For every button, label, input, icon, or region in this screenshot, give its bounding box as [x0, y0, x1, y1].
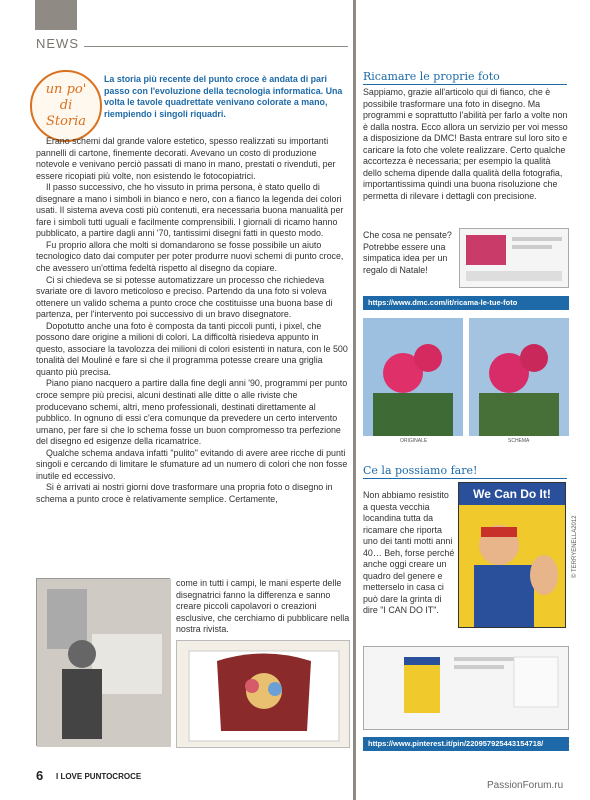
section-rule	[84, 46, 348, 47]
pattern-flower-image	[469, 318, 569, 436]
caption-schema: SCHEMA	[508, 438, 530, 444]
pinterest-screenshot	[363, 646, 569, 730]
paragraph-4: Ci si chiedeva se si potesse automatizzare un processo che richiedeva svariate ore di lavoro meticoloso e preciso. Partendo da una foto si voleva ottenere un valido schema a punto croce che costituisse una buona base di partenza, per l'intervento poi successivo di un bravo disegnatore.	[36, 274, 333, 320]
title-rule-1	[363, 84, 567, 85]
caption-original: ORIGINALE	[400, 438, 428, 444]
dmc-article-text-2: Che cosa ne pensate? Potrebbe essere una simpatica idea per un regalo di Natale!	[363, 230, 452, 275]
dmc-screenshot	[459, 228, 569, 288]
paragraph-3: Fu proprio allora che molti si domandarono se fosse possibile un aiuto tecnologico dato dai computer per poter produrre nuovi schemi di punto croce, che avessero un'ottima fedeltà rispetto al disegno da copiare.	[36, 239, 344, 274]
news-tab	[35, 0, 77, 30]
paragraph-1: Erano schemi dal grande valore estetico, spesso realizzati su importanti pannelli di cartone, finemente decorati. Avevano un costo di produzione notevole e venivano perciò passati di mano in mano, prestati o rivenduti, per essere ricopiati più volte, non esistendo le fotocopiatrici.	[36, 136, 336, 181]
article-short-text: come in tutti i campi, le mani esperte delle disegnatrici fanno la differenza e sanno creare piccoli capolavori o creazioni esclusive, che cerchiamo di pubblicare nella nostra rivista.	[176, 578, 350, 635]
paragraph-8: Si è arrivati ai nostri giorni dove trasformare una propria foto o disegno in schema a punto croce è relativamente semplice. Certamente,	[36, 482, 333, 504]
paragraph-5: Dopotutto anche una foto è composta da tanti piccoli punti, i pixel, che possono dare origine a milioni di colori. La difficoltà risiedeva appunto in questo, associare la tavolozza dei milioni di colori esistenti in natura, con le 500 tonalità del Mouliné e fare sì che il programma potesse creare una griglia quanto più precisa.	[36, 320, 348, 377]
poster-article-text: Non abbiamo resistito a questa vecchia locandina tutta da ricamare che riporta uno dei tanti motti anni 40… Beh, forse perché anche oggi creare un quadro del genere e metterselo in casa ci può dare la grinta di dire "I CAN DO IT".	[363, 490, 455, 616]
column-divider	[353, 0, 356, 800]
cross-stitch-chart-image	[176, 640, 350, 748]
paragraph-6: Piano piano nacquero a partire dalla fine degli anni '90, programmi per punto croce sempre più precisi, alcuni destinati alle ditte o alle riviste che producevano schemi, altri, meno professionali, destinati direttamente al pubblico. In ognuno di essi c'era comunque da prevedere un certo intervento umano, per fare sì che lo schema fosse un buon compromesso tra perfezione del disegno ed esigenze della ricamatrice.	[36, 378, 348, 447]
section-label: NEWS	[36, 36, 79, 51]
watermark: PassionForum.ru	[487, 780, 564, 791]
right-section-title-1: Ricamare le proprie foto	[363, 70, 500, 83]
original-flower-photo	[363, 318, 463, 436]
poster-title: We Can Do It!	[459, 483, 565, 505]
dmc-url[interactable]: https://www.dmc.com/it/ricama-le-tue-foto	[363, 296, 569, 310]
history-badge	[30, 70, 102, 142]
article-intro: La storia più recente del punto croce è andata di pari passo con l'evoluzione della tecnologia informatica. Una volta le tavole quadrettate venivano colorate a mano, riempiendo i singoli riquadri.	[104, 74, 343, 120]
article-body	[36, 136, 350, 506]
we-can-do-it-poster	[458, 482, 566, 628]
paragraph-2: Il passo successivo, che ho vissuto in prima persona, è stato quello di disegnare a mano i simboli in bianco e nero, con a fianco la legenda dei colori usati. Il sistema aveva costi più contenuti, era necessaria buona manualità per fare i simboli tutti uguali e facilmente comprensibili. I giornali di ricamo hanno pubblicato, a partire dagli anni '70, tantissimi disegni fatti in questo modo.	[36, 182, 344, 239]
pinterest-url[interactable]: https://www.pinterest.it/pin/220957925443154718/	[363, 737, 569, 751]
badge-line2: di	[59, 98, 73, 113]
paragraph-7: Qualche schema andava infatti "pulito" evitando di avere aree ricche di punti singoli e cercando di limitare le sfumature ad un numero di colori che non fosse inutile ed eccessivo.	[36, 447, 348, 481]
poster-copyright: © TERRYENELLA2012	[572, 515, 578, 578]
footer-brand: I LOVE PUNTOCROCE	[56, 772, 142, 781]
page-number: 6	[36, 768, 44, 783]
vintage-photo	[36, 578, 170, 746]
badge-line3: Storia	[45, 114, 87, 129]
right-section-title-2: Ce la possiamo fare!	[363, 464, 478, 477]
title-rule-2	[363, 478, 567, 479]
badge-line1: un po'	[45, 82, 87, 97]
dmc-article-text: Sappiamo, grazie all'articolo qui di fianco, che è possibile trasformare una foto in disegno. Ma programmi e soprattutto l'abilità per farlo a volte non è dalla nostra. Ecco allora un servizio per voi messo a disposizione da DMC! Basta entrare sul loro sito e caricare la foto che volete realizzare. Certo qualche accortezza è necessaria; per esempio la qualità dello schema dipende dalla qualità della fotografia, importantissima quindi una buona risoluzione che permetta di rilevare i dettagli con precisione.	[363, 87, 568, 201]
